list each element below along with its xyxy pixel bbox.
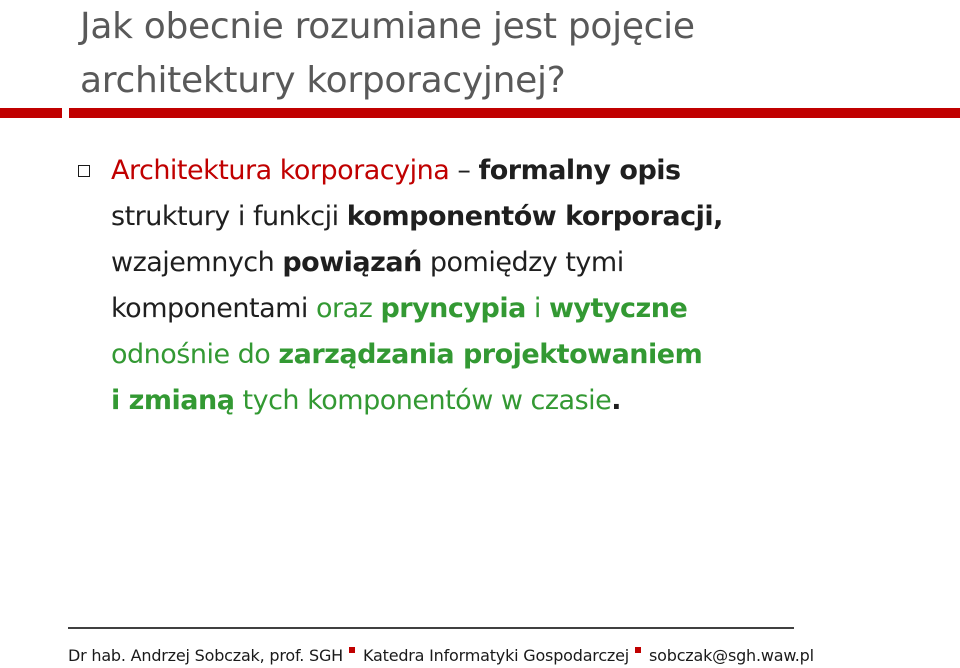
hollow-square-icon: [78, 165, 90, 177]
title-divider-left: [0, 108, 62, 118]
definition-line-3: [111, 240, 931, 286]
text-zarzadzania-projektowaniem: zarządzania projektowaniem: [278, 339, 703, 370]
text-i-zmiana: i zmianą: [111, 385, 235, 416]
title-divider-right: [69, 108, 960, 118]
footer-divider: [68, 627, 794, 629]
text-powiazan: powiązań: [282, 247, 422, 278]
text-struktury-funkcji: struktury i funkcji: [111, 201, 347, 232]
text-i: i: [525, 293, 549, 324]
slide-title-line-2: architektury korporacyjnej?: [80, 60, 566, 101]
text-pryncypia: pryncypia: [380, 293, 526, 324]
text-wytyczne: wytyczne: [548, 293, 688, 324]
red-square-icon: [349, 647, 355, 653]
definition-line-6: [111, 378, 931, 424]
text-tych-komponentow: tych komponentów w czasie: [234, 385, 612, 416]
term-architektura-korporacyjna: Architektura korporacyjna: [111, 155, 450, 186]
definition-line-1: [111, 148, 931, 194]
text-odnosnie-do: odnośnie do: [111, 339, 279, 370]
text-komponentow-korporacji: komponentów korporacji,: [346, 201, 723, 232]
definition-line-2: [111, 194, 931, 240]
definition-line-5: [111, 332, 931, 378]
slide-title: [80, 0, 940, 108]
definition-lead: formalny opis: [478, 155, 681, 186]
definition-paragraph: [111, 148, 931, 424]
text-komponentami: komponentami: [111, 293, 317, 324]
slide-title-line-1: Jak obecnie rozumiane jest pojęcie: [80, 6, 695, 47]
footer-department: Katedra Informatyki Gospodarczej: [363, 646, 630, 665]
red-square-icon: [635, 647, 641, 653]
definition-line-4: [111, 286, 931, 332]
text-period: .: [611, 385, 622, 416]
slide-footer: [68, 644, 814, 668]
text-pomiedzy-tymi: pomiędzy tymi: [421, 247, 624, 278]
footer-email: sobczak@sgh.waw.pl: [649, 646, 814, 665]
term-dash: –: [449, 155, 479, 186]
text-oraz: oraz: [316, 293, 381, 324]
text-wzajemnych: wzajemnych: [111, 247, 283, 278]
footer-author: Dr hab. Andrzej Sobczak, prof. SGH: [68, 646, 343, 665]
